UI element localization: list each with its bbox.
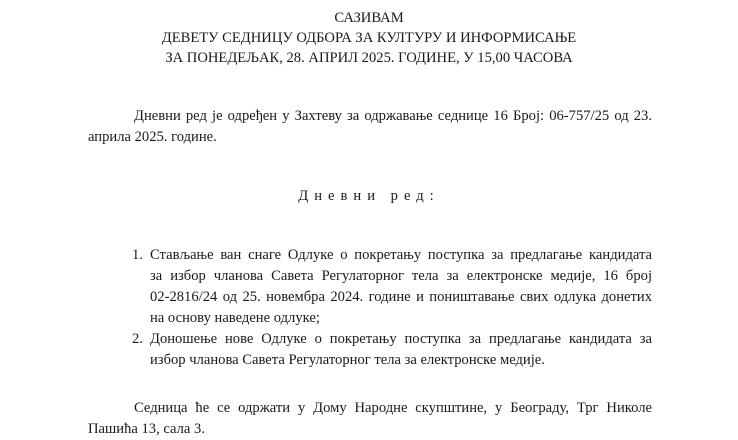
agenda-title: Дневни ред: [298,188,440,204]
agenda-item-line: 02-2816/24 од 25. новембра 2024. године и поништавање свих одлука донетих [150,289,652,305]
intro-line-2: априла 2025. године. [88,129,217,145]
agenda-list [132,245,652,371]
heading-session: ДЕВЕТУ СЕДНИЦУ ОДБОРА ЗА КУЛТУРУ И ИНФОРМИСАЊЕ [161,30,577,46]
agenda-item-line: за избор чланова Савета Регулаторног тела за електронске медије, 16 број [150,268,652,284]
heading-title: САЗИВАМ [334,10,404,26]
closing-line-2: Пашића 13, сала 3. [88,421,205,437]
closing-line-1: Седница ће се одржати у Дому Народне скупштине, у Београду, Трг Николе [134,400,652,416]
convocation-heading [0,8,738,68]
agenda-item-line: Стављање ван снаге Одлуке о покретању поступка за предлагање кандидата [150,247,652,263]
intro-line-1: Дневни ред је одређен у Захтеву за одржавање седнице 16 Број: 06-757/25 од 23. [134,108,652,124]
agenda-item-number: 2. [132,331,143,347]
agenda-item-line: на основу наведене одлуке; [150,310,320,326]
heading-date: ЗА ПОНЕДЕЉАК, 28. АПРИЛ 2025. ГОДИНЕ, У 15,00 ЧАСОВА [165,50,573,66]
agenda-item [132,329,652,371]
agenda-item [132,245,652,329]
intro-paragraph [88,106,652,148]
agenda-item-line: Доношење нове Одлуке о покретању поступка за предлагање кандидата за [150,331,652,347]
agenda-item-line: избор чланова Савета Регулаторног тела за електронске медије. [150,352,545,368]
closing-paragraph [88,398,652,440]
agenda-item-number: 1. [132,247,143,263]
